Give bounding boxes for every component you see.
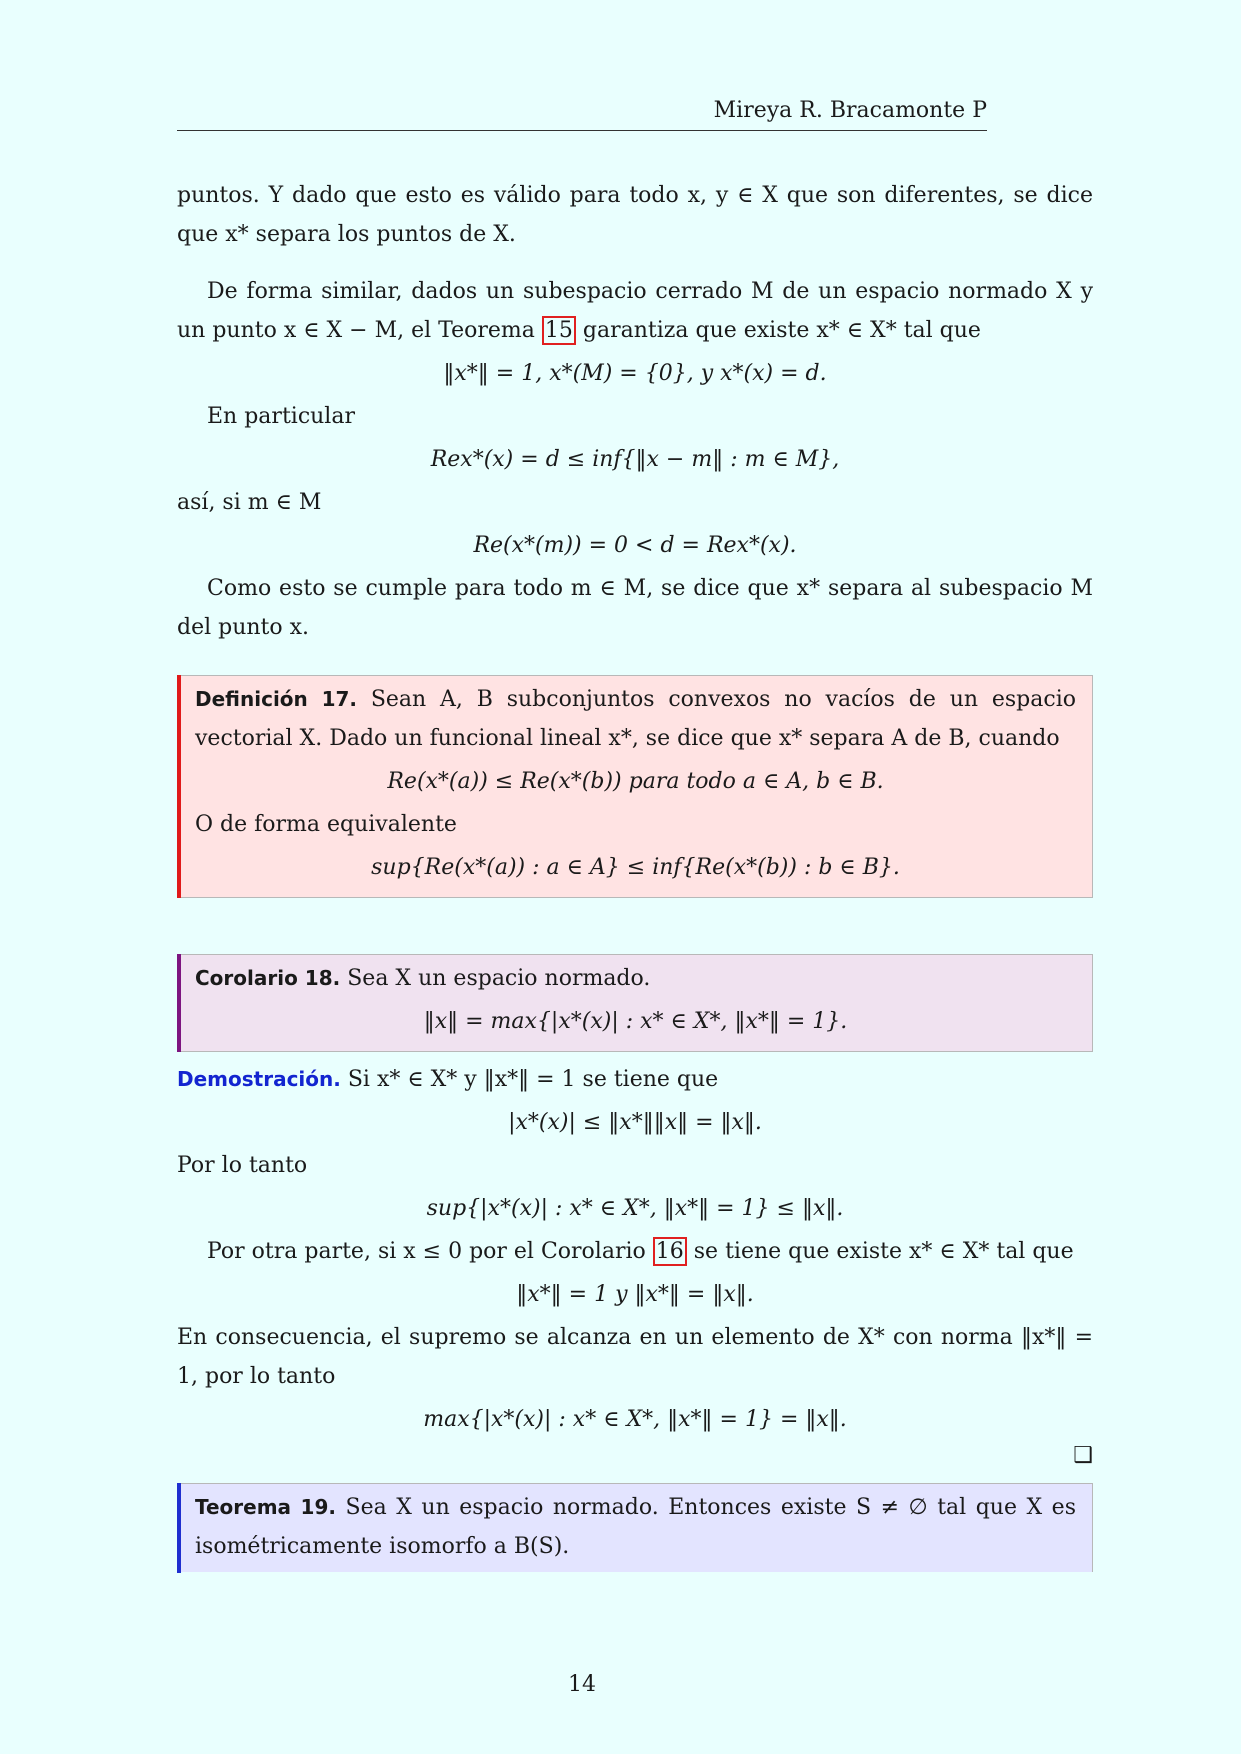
proof-label: Demostración. [177,1067,341,1091]
corollary-equation: ‖x‖ = max{|x*(x)| : x* ∈ X*, ‖x*‖ = 1}. [423,1009,848,1034]
theorem-box [177,1483,1093,1572]
definition-body: Sean A, B subconjuntos convexos no vacíos de un espacio vectorial X. Dado un funcional lineal x*, se dice que x* separa A de B, cuando [195,687,1076,751]
page-body [177,176,1093,1572]
theorem-label: Teorema 19. [195,1495,336,1519]
theorem-15-link[interactable]: 15 [542,316,576,345]
definition-equation-2: sup{Re(x*(a)) : a ∈ A} ≤ inf{Re(x*(b)) : b ∈ B}. [371,855,900,880]
equation-2: Rex*(x) = d ≤ inf{‖x − m‖ : m ∈ M}, [430,447,840,472]
definition-text-2: O de forma equivalente [195,812,457,837]
proof-equation-2: sup{|x*(x)| : x* ∈ X*, ‖x*‖ = 1} ≤ ‖x‖. [426,1196,844,1221]
definition-equation-1: Re(x*(a)) ≤ Re(x*(b)) para todo a ∈ A, b ∈ B. [387,769,884,794]
theorem-text [195,1488,1076,1566]
running-header: Mireya R. Bracamonte P [713,98,987,123]
corollary-box [177,954,1093,1052]
proof-text-1: Si x* ∈ X* y ‖x*‖ = 1 se tiene que [347,1067,719,1092]
definition-text [195,680,1076,758]
proof-line-1 [177,1060,1093,1099]
proof-line-3 [177,1232,1093,1271]
paragraph-2 [177,272,1093,350]
proof-text-3b: se tiene que existe x* ∈ X* tal que [693,1239,1074,1264]
equation-1: ‖x*‖ = 1, x*(M) = {0}, y x*(x) = d. [443,361,827,386]
equation-3: Re(x*(m)) = 0 < d = Rex*(x). [473,533,797,558]
paragraph-3: En particular [207,404,355,429]
corollary-label: Corolario 18. [195,966,341,990]
proof-equation-1: |x*(x)| ≤ ‖x*‖‖x‖ = ‖x‖. [508,1110,762,1135]
paragraph-1: puntos. Y dado que esto es válido para todo x, y ∈ X que son diferentes, se dice que x* separa los puntos de X. [177,183,1093,247]
paragraph-2-text-b: garantiza que existe x* ∈ X* tal que [582,318,981,343]
theorem-body: Sea X un espacio normado. Entonces existe S ≠ ∅ tal que X es isométricamente isomorfo a B(S). [195,1495,1076,1559]
proof-text-2: Por lo tanto [177,1153,308,1178]
proof-equation-3: ‖x*‖ = 1 y ‖x*‖ = ‖x‖. [516,1282,754,1307]
page-number: 14 [568,1672,596,1697]
definition-label: Definición 17. [195,687,357,711]
definition-box [177,675,1093,898]
header-rule [177,130,987,131]
paragraph-5: Como esto se cumple para todo m ∈ M, se dice que x* separa al subespacio M del punto x. [177,576,1093,640]
paragraph-2-text-a: De forma similar, dados un subespacio cerrado M de un espacio normado X y un punto x ∈ X − M, el Teorema [177,279,1093,343]
corollary-text [195,959,1076,998]
paragraph-4: así, si m ∈ M [177,490,322,515]
proof-text-3a: Por otra parte, si x ≤ 0 por el Corolario [207,1239,646,1264]
qed-icon: ❑ [1073,1443,1093,1468]
corollary-16-link[interactable]: 16 [653,1237,687,1266]
corollary-body: Sea X un espacio normado. [347,966,651,991]
proof-equation-4: max{|x*(x)| : x* ∈ X*, ‖x*‖ = 1} = ‖x‖. [423,1407,847,1432]
proof-text-4: En consecuencia, el supremo se alcanza en un elemento de X* con norma ‖x*‖ = 1, por lo tanto [177,1325,1093,1389]
